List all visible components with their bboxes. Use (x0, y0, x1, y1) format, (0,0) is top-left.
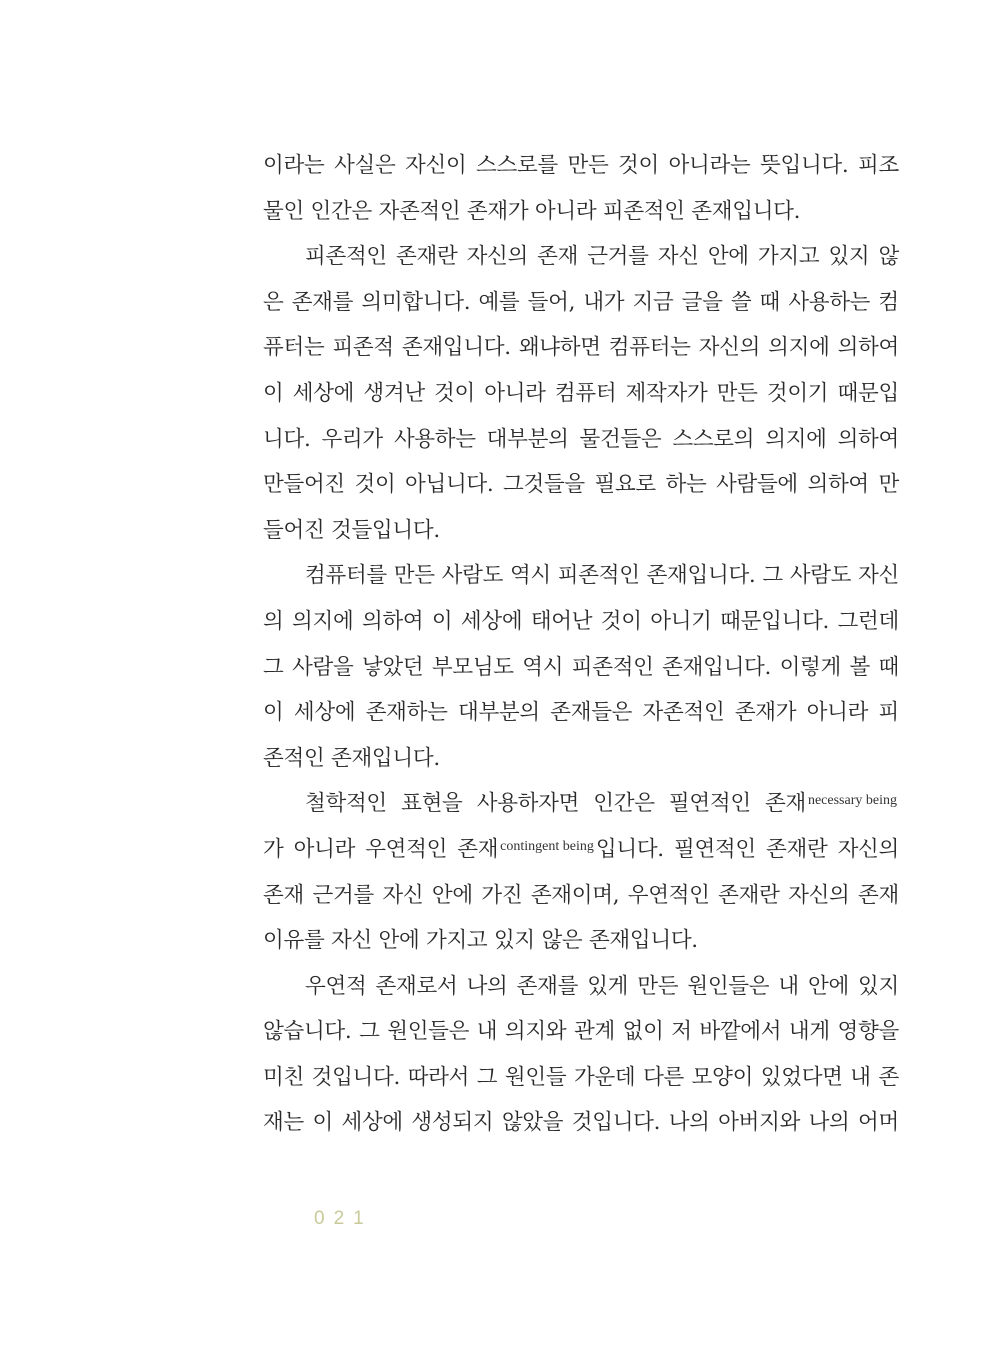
word: 의지와 (504, 1019, 567, 1045)
word: 인간은 (593, 791, 655, 817)
word: 자신의 (837, 836, 899, 862)
text-line (263, 736, 899, 782)
text-line (263, 189, 899, 235)
word: 때문입 (837, 380, 899, 406)
word: 것들입니다. (330, 517, 440, 543)
word: 관계 (573, 1019, 615, 1045)
word: 의 (263, 608, 284, 634)
word: 존재 $^{contingent being}$입니다. (457, 836, 664, 862)
word: 나의 (466, 973, 508, 999)
word: 때 (759, 289, 781, 315)
text-line (263, 1055, 899, 1101)
word: 아니라 (484, 380, 546, 406)
text-line (263, 918, 899, 964)
word: 컴퓨터는 (608, 335, 691, 361)
word: 낳았던 (361, 654, 424, 680)
text-line (263, 645, 899, 691)
word: 필요로 (594, 472, 656, 498)
word: 자신 (657, 244, 699, 270)
word: 다른 (643, 1064, 685, 1090)
english-gloss: necessary being (807, 793, 897, 809)
word: 자신 (382, 882, 424, 908)
text-line (263, 508, 899, 554)
word: 존재 $^{necessary being}$ (765, 791, 897, 817)
word: 그 (263, 654, 284, 680)
word: 의하여 (807, 472, 869, 498)
word: 있지 (493, 928, 535, 954)
word: 퓨터는 (263, 335, 325, 361)
word: 우연적인 (627, 882, 710, 908)
word: 모양이 (691, 1064, 754, 1090)
word: 있게 (587, 973, 629, 999)
word: 안에 (807, 973, 849, 999)
word: 태어난 (530, 608, 593, 634)
word: 만든 (393, 563, 435, 589)
word: 피존적인 (305, 244, 387, 270)
word: 세상에 (293, 700, 356, 726)
word: 내 (778, 973, 799, 999)
word: 물건들은 (579, 426, 662, 452)
word: 가진 (481, 882, 523, 908)
word: 의지에 (765, 426, 827, 452)
word: 글을 (681, 289, 723, 315)
word: 저 (671, 1019, 692, 1045)
word: 우리가 (321, 426, 383, 452)
word: 사람을 (292, 654, 354, 680)
word: 재는 (263, 1110, 304, 1136)
word: 역시 (522, 654, 564, 680)
word: 존재로서 (375, 973, 458, 999)
word: 존재란 (718, 882, 780, 908)
word: 제작자가 (625, 380, 708, 406)
word: 존재들은 (550, 700, 633, 726)
word: 필연적인 (668, 791, 751, 817)
word: 아니라 (806, 700, 869, 726)
word: 아니라는 (668, 153, 751, 178)
text-line (263, 462, 899, 508)
word: 의지에 (292, 608, 354, 634)
word: 원인들 (504, 1064, 567, 1090)
word: 원인들은 (387, 1019, 470, 1045)
word: 생성되지 (411, 1110, 494, 1136)
word: 있지 (828, 244, 870, 270)
word: 안에 (431, 882, 473, 908)
word: 만 (878, 472, 899, 498)
word: 있지 (858, 973, 899, 999)
word: 존재하는 (365, 700, 448, 726)
word: 존 (878, 1064, 899, 1090)
text-line (263, 417, 899, 463)
word: 이 (431, 608, 453, 634)
word: 나의 (808, 1110, 850, 1136)
word: 우연적 (305, 973, 367, 999)
word: 그 (476, 1064, 498, 1090)
word: 사용하는 (393, 426, 476, 452)
english-gloss: contingent being (500, 838, 594, 854)
word: 세상에 (341, 1110, 403, 1136)
text-line (263, 553, 899, 599)
word: 필연적인 (673, 836, 756, 862)
word: 원인들은 (687, 973, 770, 999)
text-line (263, 599, 899, 645)
word: 스스로를 (476, 153, 558, 178)
word: 세상에 (292, 380, 355, 406)
word: 존재입니다. (401, 335, 511, 361)
word: 있었다면 (760, 1064, 843, 1090)
word: 안에 (707, 244, 749, 270)
word: 존재이며, (530, 882, 620, 908)
word: 자신 (330, 928, 372, 954)
word: 이유를 (263, 928, 325, 954)
word: 근거를 (587, 244, 649, 270)
word: 존재입니다. (691, 198, 801, 224)
word: 것입니다. (571, 1110, 661, 1136)
word: 것이 (354, 472, 396, 498)
page-body (263, 143, 899, 1146)
word: 존재 (537, 244, 579, 270)
word: 만든 (567, 153, 609, 178)
word: 안에 (378, 928, 420, 954)
word: 사실은 (334, 153, 396, 178)
word: 내게 (788, 1019, 830, 1045)
word: 사람도 (441, 563, 504, 589)
word: 때 (878, 654, 899, 680)
word: 어머 (858, 1110, 899, 1136)
word: 자신이 (405, 153, 467, 178)
word: 인간은 (310, 198, 372, 224)
word: 만들어진 (263, 472, 345, 498)
word: 존재가 (466, 198, 529, 224)
word: 아니라 (534, 198, 597, 224)
word: 가지고 (425, 928, 488, 954)
word: 이 (263, 700, 284, 726)
word: 않았을 (501, 1110, 564, 1136)
word: 사람도 (789, 563, 852, 589)
word: 쓸 (730, 289, 752, 315)
word: 사람들에 (716, 472, 798, 498)
word: 하는 (665, 472, 707, 498)
word: 것입니다. (311, 1064, 401, 1090)
word: 컴퓨터 (554, 380, 617, 406)
word: 스스로의 (672, 426, 755, 452)
word: 볼 (849, 654, 870, 680)
word: 물인 (263, 198, 304, 224)
word: 부모님도 (431, 654, 514, 680)
word: 그런데 (837, 608, 899, 634)
word: 왜냐하면 (518, 335, 601, 361)
word: 니다. (263, 426, 311, 452)
word: 존재란 (766, 836, 828, 862)
word: 근거를 (312, 882, 374, 908)
word: 자신의 (698, 335, 761, 361)
word: 자존적인 (642, 700, 725, 726)
text-line (263, 234, 899, 280)
word: 가운데 (573, 1064, 636, 1090)
word: 예를 (478, 289, 520, 315)
text-line (263, 1009, 899, 1055)
word: 내 (476, 1019, 498, 1045)
text-line (263, 371, 899, 417)
word: 나의 (668, 1110, 710, 1136)
word: 의하여 (837, 335, 899, 361)
word: 않 (878, 244, 899, 270)
word: 존재가 (734, 700, 797, 726)
text-line (263, 280, 899, 326)
word: 의하여 (361, 608, 424, 634)
text-line (263, 1100, 899, 1146)
word: 피존적인 (571, 654, 654, 680)
word: 존재입니다. (588, 928, 698, 954)
word: 영향을 (837, 1019, 899, 1045)
word: 않은 (541, 928, 583, 954)
word: 아닙니다. (405, 472, 494, 498)
word: 그 (359, 1019, 380, 1045)
word: 지금 (632, 289, 674, 315)
word: 존재를 (516, 973, 579, 999)
word: 사용하는 (788, 289, 871, 315)
word: 않습니다. (263, 1019, 352, 1045)
word: 들어, (527, 289, 576, 315)
word: 역시 (509, 563, 551, 589)
word: 들어진 (263, 517, 325, 543)
word: 존재 (263, 882, 304, 908)
word: 아버지와 (718, 1110, 801, 1136)
word: 생겨난 (363, 380, 425, 406)
word: 존재입니다. (646, 563, 756, 589)
word: 컴퓨터를 (305, 563, 387, 589)
page-number: 021 (314, 1208, 373, 1229)
text-line (263, 143, 899, 189)
word: 피존적인 (602, 198, 685, 224)
word: 만든 (637, 973, 679, 999)
word: 내 (850, 1064, 871, 1090)
word: 이렇게 (779, 654, 841, 680)
text-line (263, 964, 899, 1010)
word: 자존적인 (378, 198, 461, 224)
text-line (263, 690, 899, 736)
word: 의미합니다. (361, 289, 471, 315)
word: 미친 (263, 1064, 304, 1090)
word: 우연적인 (365, 836, 448, 862)
word: 존적인 (263, 745, 325, 771)
text-line (263, 873, 899, 919)
word: 만든 (716, 380, 758, 406)
word: 대부분의 (457, 700, 540, 726)
word: 때문입니다. (720, 608, 830, 634)
word: 아니기 (650, 608, 712, 634)
word: 피조 (858, 153, 899, 178)
word: 표현을 (401, 791, 463, 817)
word: 자신의 (788, 882, 850, 908)
word: 존재 (858, 882, 899, 908)
word: 존재입니다. (330, 745, 440, 771)
word: 없이 (622, 1019, 664, 1045)
word: 컴 (878, 289, 899, 315)
word: 존재를 (291, 289, 354, 315)
word: 철학적인 (305, 791, 387, 817)
word: 존재입니다. (662, 654, 772, 680)
word: 의지에 (768, 335, 830, 361)
word: 그 (762, 563, 783, 589)
word: 것이 (618, 153, 659, 178)
word: 가 (263, 836, 284, 862)
word: 피존적인 (557, 563, 640, 589)
word: 이라는 (263, 153, 325, 178)
word: 존재란 (396, 244, 458, 270)
word: 피 (878, 700, 899, 726)
word: 피존적 (332, 335, 394, 361)
word: 대부분의 (486, 426, 569, 452)
text-line (263, 827, 899, 873)
word: 세상에 (460, 608, 523, 634)
word: 이 (312, 1110, 333, 1136)
word: 것이 (600, 608, 642, 634)
word: 의하여 (837, 426, 899, 452)
word: 그것들을 (503, 472, 585, 498)
word: 자신 (858, 563, 899, 589)
word: 것이 (434, 380, 475, 406)
text-line (263, 781, 899, 827)
word: 아니라 (293, 836, 356, 862)
word: 가지고 (757, 244, 820, 270)
word: 뜻입니다. (760, 153, 849, 178)
word: 따라서 (407, 1064, 470, 1090)
word: 이 (263, 380, 284, 406)
word: 것이기 (766, 380, 829, 406)
word: 바깥에서 (699, 1019, 782, 1045)
word: 자신의 (466, 244, 528, 270)
word: 사용하자면 (476, 791, 580, 817)
text-line (263, 325, 899, 371)
word: 내가 (583, 289, 625, 315)
word: 은 (263, 289, 284, 315)
